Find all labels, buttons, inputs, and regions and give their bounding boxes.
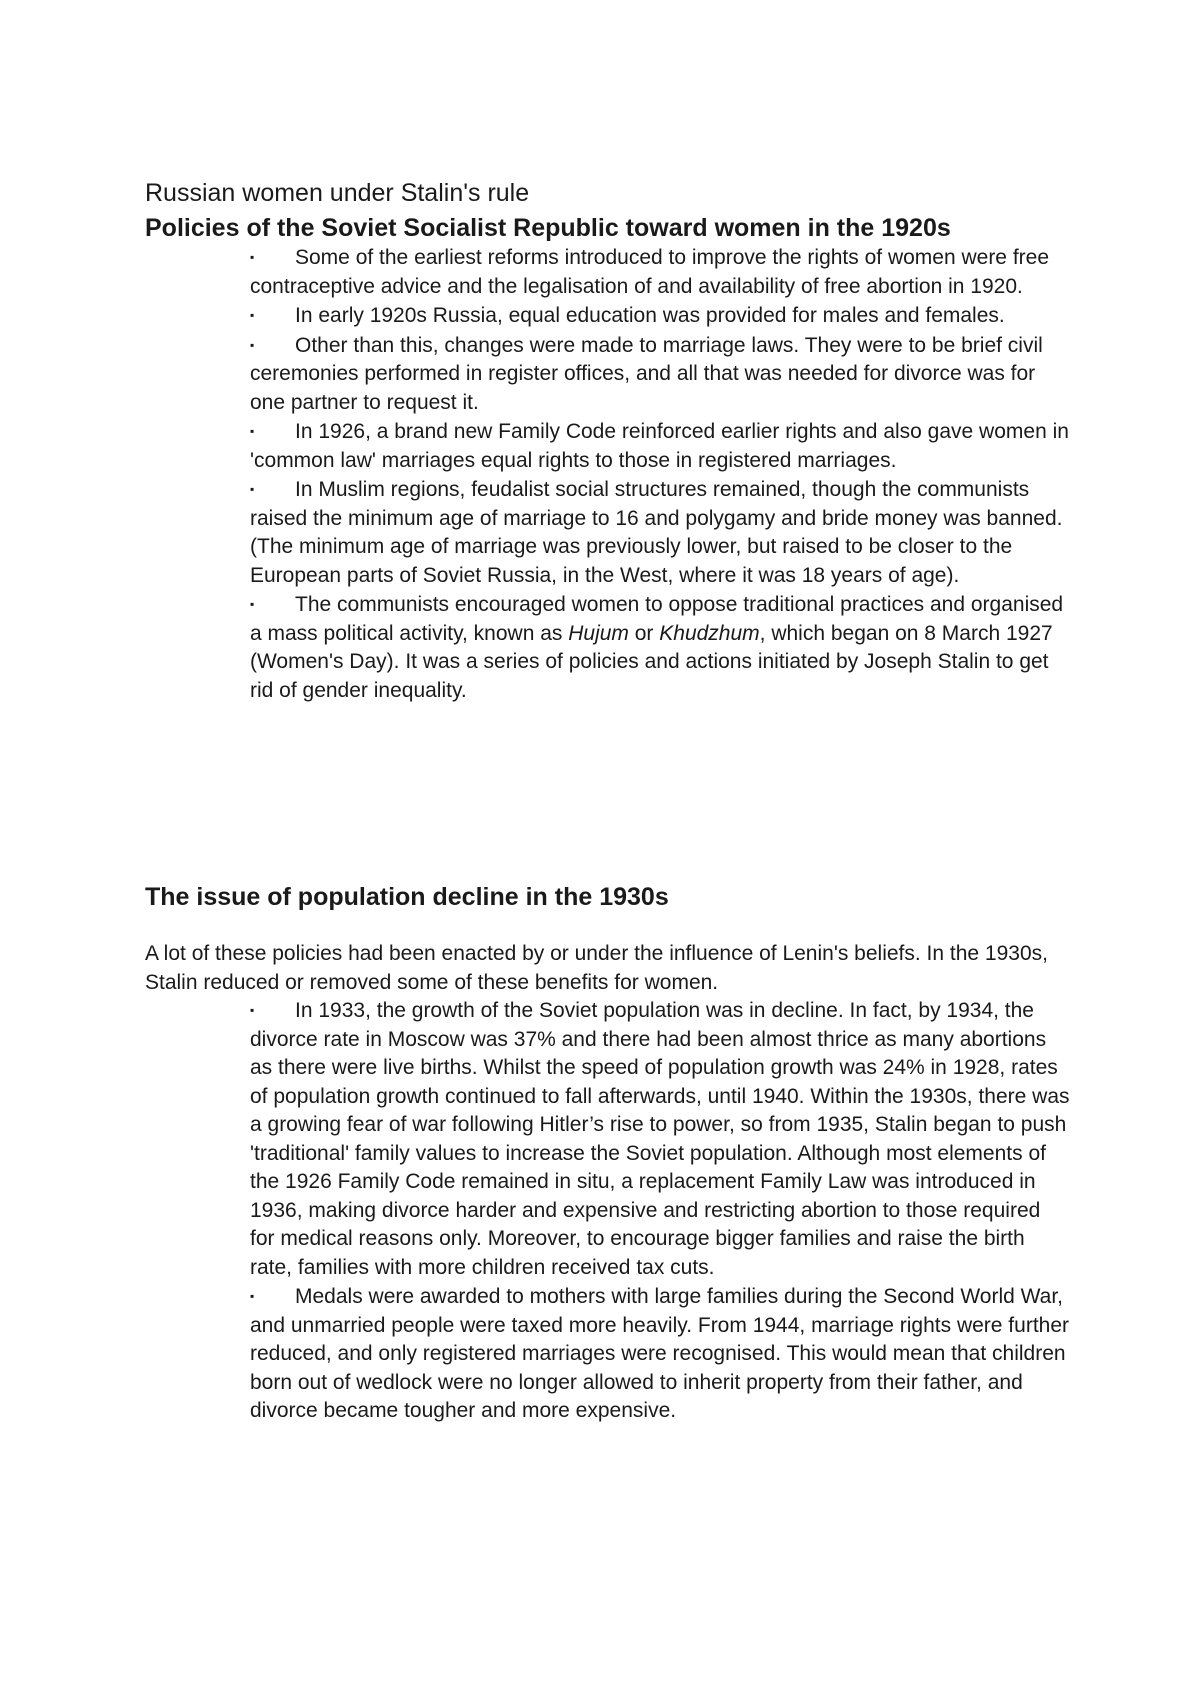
bullet-text: Medals were awarded to mothers with large families during the Second World War, and unmarried people were taxed more heavily. From 1944, marriage rights were further reduced, and only registered marriages were recognised. This would mean that children born out of wedlock were no longer allowed to inherit property from their father, and divorce became tougher and more expensive. (250, 1285, 1069, 1422)
bullet-text-part: or (628, 621, 660, 645)
list-item (250, 590, 1070, 705)
bullet-marker: ▪ (250, 308, 255, 322)
list-item (250, 301, 1070, 331)
term-khudzhum: Khudzhum (659, 621, 760, 645)
bullet-marker: ▪ (250, 482, 255, 496)
bullet-text: Some of the earliest reforms introduced to improve the rights of women were free contraceptive advice and the legalisation of and availability of free abortion in 1920. (250, 246, 1050, 298)
bullet-list-1930s (250, 996, 1070, 1426)
bullet-text: In early 1920s Russia, equal education was provided for males and females. (295, 304, 1005, 327)
bullet-marker: ▪ (250, 337, 255, 352)
list-item (250, 331, 1070, 418)
section-heading-1930s: The issue of population decline in the 1930s (145, 883, 669, 911)
list-item (250, 475, 1070, 590)
bullet-marker: ▪ (250, 1289, 255, 1303)
list-item (250, 996, 1070, 1282)
list-item (250, 1282, 1070, 1426)
bullet-list-1920s (250, 243, 1070, 705)
list-item (250, 417, 1070, 475)
bullet-marker: ▪ (250, 250, 255, 264)
term-hujum: Hujum (568, 621, 629, 645)
bullet-text-part: , which began on 8 March 1927 (Women's Day). It was a series of policies and actions initiated by Joseph Stalin to get rid of gender inequality. (250, 621, 1053, 702)
bullet-text-part: The communists encouraged women to oppose traditional practices and organised a mass political activity, known as (250, 593, 1064, 645)
bullet-text: Other than this, changes were made to marriage laws. They were to be brief civil ceremonies performed in register offices, and all that was needed for divorce was for one partner to request it. (250, 333, 1043, 414)
bullet-marker: ▪ (250, 597, 255, 611)
bullet-text: In 1933, the growth of the Soviet population was in decline. In fact, by 1934, the divorce rate in Moscow was 37% and there had been almost thrice as many abortions as there were live births. Whilst the speed of population growth was 24% in 1928, rates of population growth continued to fall afterwards, until 1940. Within the 1930s, there was a growing fear of war following Hitler’s rise to power, so from 1935, Stalin began to push 'traditional' family values to increase the Soviet population. Although most elements of the 1926 Family Code remained in situ, a replacement Family Law was introduced in 1936, making divorce harder and expensive and restricting abortion to those required for medical reasons only. Moreover, to encourage bigger families and raise the birth rate, families with more children received tax cuts. (250, 999, 1070, 1279)
bullet-marker: ▪ (250, 424, 255, 438)
bullet-text: In Muslim regions, feudalist social structures remained, though the communists raised the minimum age of marriage to 16 and polygamy and bride money was banned. (The minimum age of marriage was previously lower, but raised to be closer to the European parts of Soviet Russia, in the West, where it was 18 years of age). (250, 478, 1063, 587)
bullet-marker: ▪ (250, 1003, 255, 1017)
document-title: Russian women under Stalin's rule (145, 179, 530, 207)
intro-paragraph: A lot of these policies had been enacted by or under the influence of Lenin's beliefs. In the 1930s, Stalin reduced or removed some of these benefits for women. (145, 942, 1048, 994)
section-heading-1920s: Policies of the Soviet Socialist Republic toward women in the 1920s (145, 214, 951, 242)
bullet-text: In 1926, a brand new Family Code reinforced earlier rights and also gave women in 'common law' marriages equal rights to those in registered marriages. (250, 420, 1069, 472)
list-item (250, 243, 1070, 301)
